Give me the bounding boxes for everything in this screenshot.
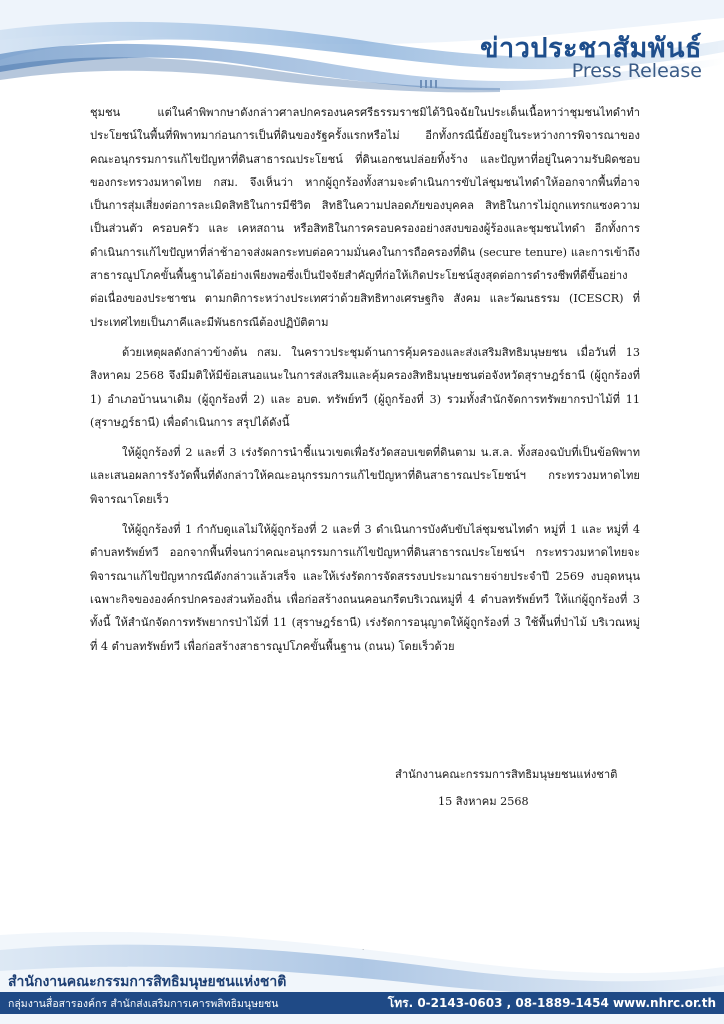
body-paragraph: ด้วยเหตุผลดังกล่าวข้างต้น กสม. ในคราวประชุมด้านการคุ้มครองและส่งเสริมสิทธิมนุษยชน เมื่อวันที่ 13 สิงหาคม 2568 จึงมีมติให้มีข้อเสนอแนะในการส่งเสริมและคุ้มครองสิทธิมนุษยชนต่อจังหวัดสุราษฎร์ธานี (ผู้ถูกร้องที่ 1) อำเภอบ้านนาเดิม (ผู้ถูกร้องที่ 2) และ อบต. ทรัพย์ทวี (ผู้ถูกร้องที่ 3) รวมทั้งสำนักจัดการทรัพยากรป่าไม้ที่ 11 (สุราษฎร์ธานี) เพื่อดำเนินการ สรุปได้ดังนี้ [90, 345, 640, 429]
press-release-title-thai: ข่าวประชาสัมพันธ์ [480, 33, 702, 64]
header-bars-icon [420, 80, 450, 88]
signature-organization: สำนักงานคณะกรรมการสิทธิมนุษยชนแห่งชาติ [395, 768, 618, 781]
footer-contact: โทร. 0-2143-0603 , 08-1889-1454 www.nhrc.or.th [387, 996, 716, 1010]
footer-organization-name: สำนักงานคณะกรรมการสิทธิมนุษยชนแห่งชาติ [8, 974, 287, 990]
body-paragraph: ชุมชน แต่ในคำพิพากษาดังกล่าวศาลปกครองนครศรีธรรมราชมิได้วินิจฉัยในประเด็นเนื้อหาว่าชุมชนไทดำทำประโยชน์ในพื้นที่พิพาทมาก่อนการเป็นที่ดินของรัฐครั้งแรกหรือไม่ อีกทั้งกรณีนี้ยังอยู่ในระหว่างการพิจารณาของคณะอนุกรรมการแก้ไขปัญหาที่ดินสาธารณประโยชน์ ที่ดินเอกชนปล่อยทิ้งร้าง และปัญหาที่อยู่ในความรับผิดชอบของกระทรวงมหาดไทย กสม. จึงเห็นว่า หากผู้ถูกร้องทั้งสามจะดำเนินการขับไล่ชุมชนไทดำให้ออกจากพื้นที่อาจเป็นการสุ่มเสี่ยงต่อการละเมิดสิทธิในการมีชีวิต สิทธิในความปลอดภัยของบุคคล สิทธิในการไม่ถูกแทรกแซงความเป็นส่วนตัว ครอบครัว และ เคหสถาน หรือสิทธิในการครอบครองอย่างสงบของผู้ร้องและชุมชนไทดำ อีกทั้งการดำเนินการแก้ไขปัญหาที่ล่าช้าอาจส่งผลกระทบต่อความมั่นคงในการถือครองที่ดิน (secure tenure) และการเข้าถึงสาธารณูปโภคขั้นพื้นฐานได้อย่างเพียงพอซึ่งเป็นปัจจัยสำคัญที่ก่อให้เกิดประโยชน์สูงสุดต่อการดำรงชีพที่ดีขึ้นอย่างต่อเนื่องของประชาชน ตามกติการะหว่างประเทศว่าด้วยสิทธิทางเศรษฐกิจ สังคม และวัฒนธรรม (ICESCR) ที่ประเทศไทยเป็นภาคีและมีพันธกรณีต้องปฏิบัติตาม [90, 106, 640, 329]
body-paragraph: ให้ผู้ถูกร้องที่ 2 และที่ 3 เร่งรัดการนำชี้แนวเขตเพื่อรังวัดสอบเขตที่ดินตาม น.ส.ล. ทั้งสองฉบับที่เป็นข้อพิพาท และเสนอผลการรังวัดพื้นที่ดังกล่าวให้คณะอนุกรรมการแก้ไขปัญหาที่ดินสาธารณประโยชน์ฯ กระทรวงมหาดไทยพิจารณาโดยเร็ว [90, 446, 640, 506]
press-release-body [90, 101, 640, 658]
footer-department: กลุ่มงานสื่อสารองค์กร สำนักส่งเสริมการเคารพสิทธิมนุษยชน [8, 998, 279, 1010]
body-paragraph: ให้ผู้ถูกร้องที่ 1 กำกับดูแลไม่ให้ผู้ถูกร้องที่ 2 และที่ 3 ดำเนินการบังคับขับไล่ชุมชนไทดำ หมู่ที่ 1 และ หมู่ที่ 4 ตำบลทรัพย์ทวี ออกจากพื้นที่จนกว่าคณะอนุกรรมการแก้ไขปัญหาที่ดินสาธารณประโยชน์ฯ กระทรวงมหาดไทยจะพิจารณาแก้ไขปัญหากรณีดังกล่าวแล้วเสร็จ และให้เร่งรัดการจัดสรรงบประมาณรายจ่ายประจำปี 2569 งบอุดหนุนเฉพาะกิจขององค์กรปกครองส่วนท้องถิ่น เพื่อก่อสร้างถนนคอนกรีตบริเวณหมู่ที่ 4 ตำบลทรัพย์ทวี ให้แก่ผู้ถูกร้องที่ 3 ทั้งนี้ ให้สำนักจัดการทรัพยากรป่าไม้ที่ 11 (สุราษฎร์ธานี) เร่งรัดการอนุญาตให้ผู้ถูกร้องที่ 3 ใช้พื้นที่ป่าไม้ บริเวณหมู่ที่ 4 ตำบลทรัพย์ทวี เพื่อก่อสร้างสาธารณูปโภคขั้นพื้นฐาน (ถนน) โดยเร็วด้วย [90, 523, 640, 653]
signature-date: 15 สิงหาคม 2568 [438, 795, 529, 808]
press-release-title-english: Press Release [571, 60, 702, 82]
